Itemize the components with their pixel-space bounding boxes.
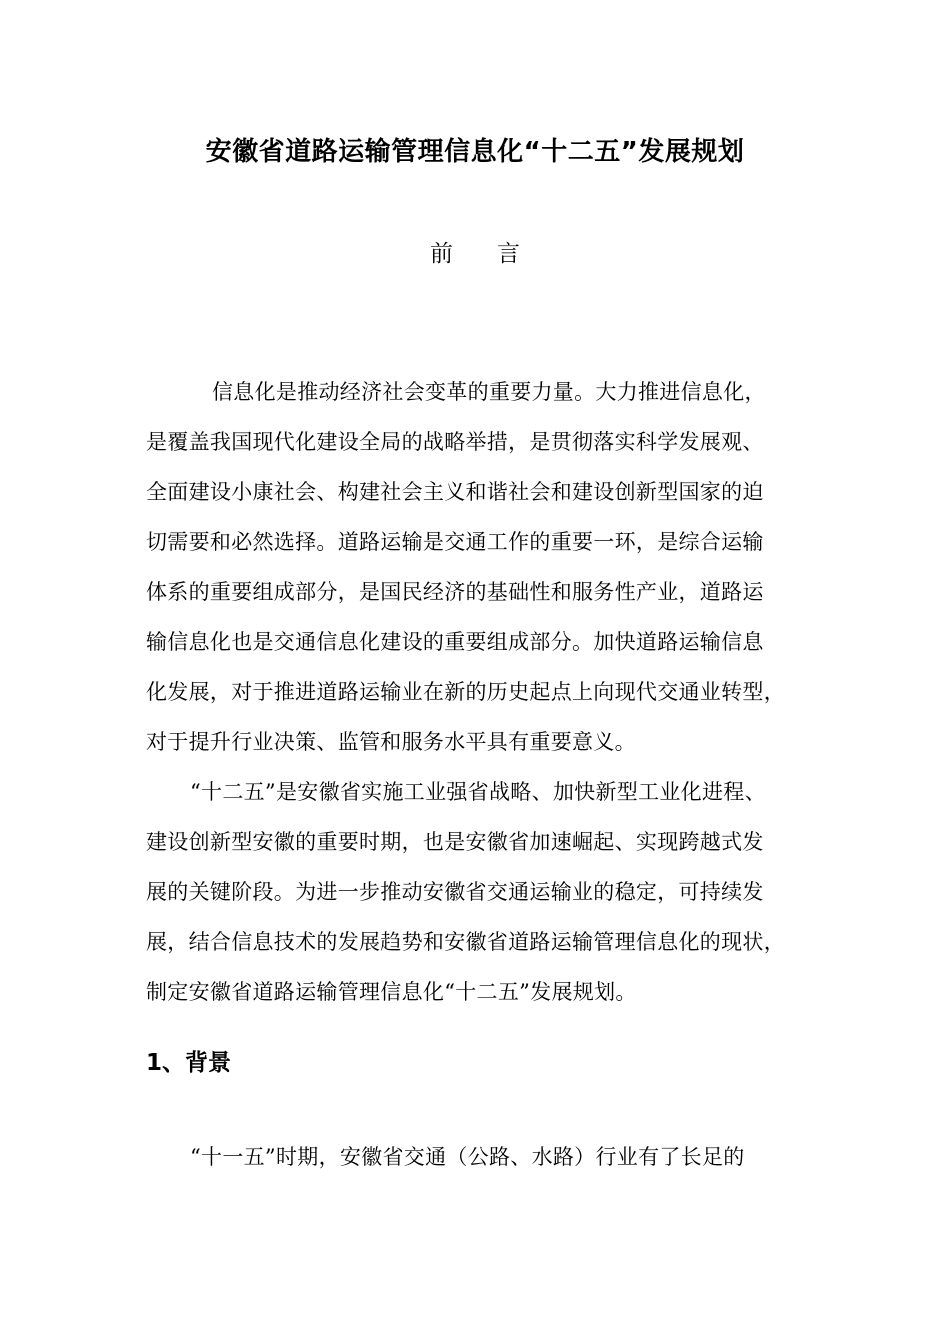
paragraph-line: 是覆盖我国现代化建设全局的战略举措，是贯彻落实科学发展观、: [146, 430, 764, 454]
paragraph-line: 建设创新型安徽的重要时期，也是安徽省加速崛起、实现跨越式发: [146, 830, 764, 854]
paragraph-line: 化发展，对于推进道路运输业在新的历史起点上向现代交通业转型，: [146, 680, 785, 704]
preface-heading: 前言: [430, 241, 564, 267]
paragraph-line: 展，结合信息技术的发展趋势和安徽省道路运输管理信息化的现状，: [146, 930, 785, 954]
paragraph-line: “十二五”是安徽省实施工业强省战略、加快新型工业化进程、: [190, 780, 766, 804]
document-title: 安徽省道路运输管理信息化“十二五”发展规划: [205, 137, 745, 167]
paragraph-line: 全面建设小康社会、构建社会主义和谐社会和建设创新型国家的迫: [146, 480, 764, 504]
section-heading-background: 1、背景: [146, 1050, 232, 1076]
paragraph-line: 对于提升行业决策、监管和服务水平具有重要意义。: [146, 730, 636, 754]
paragraph-line: 体系的重要组成部分，是国民经济的基础性和服务性产业，道路运: [146, 580, 764, 604]
paragraph-line: 信息化是推动经济社会变革的重要力量。大力推进信息化，: [212, 380, 766, 404]
paragraph-line: 制定安徽省道路运输管理信息化“十二五”发展规划。: [146, 980, 637, 1004]
paragraph-line: “十一五”时期，安徽省交通（公路、水路）行业有了长足的: [190, 1145, 745, 1169]
paragraph-line: 展的关键阶段。为进一步推动安徽省交通运输业的稳定，可持续发: [146, 880, 764, 904]
paragraph-line: 输信息化也是交通信息化建设的重要组成部分。加快道路运输信息: [146, 630, 764, 654]
paragraph-line: 切需要和必然选择。道路运输是交通工作的重要一环，是综合运输: [146, 530, 764, 554]
